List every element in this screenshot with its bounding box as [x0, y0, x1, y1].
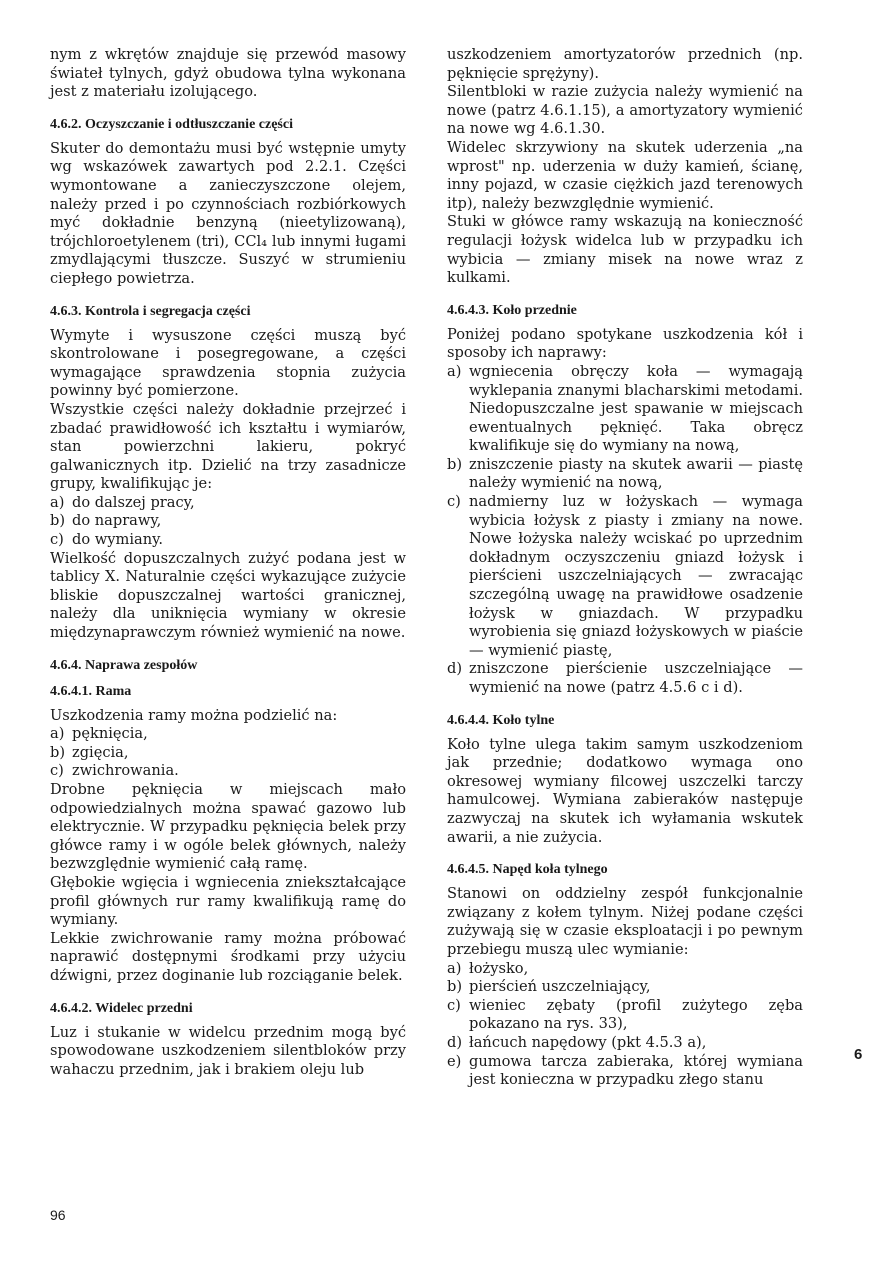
list-item: b) zgięcia,	[50, 743, 129, 761]
list-4-6-3	[50, 494, 406, 550]
list-item: b) pierścień uszczelniający,	[447, 978, 651, 996]
heading-4-6-3: 4.6.3. Kontrola i segregacja części	[50, 303, 251, 319]
paragraph-stuki: Stuki w główce ramy wskazują na konieczność regulacji łożysk widelca lub w przypadku ich wybicia — zmiany misek na nowe wraz z kulkami.	[447, 213, 803, 287]
heading-4-6-4-3: 4.6.4.3. Koło przednie	[447, 302, 577, 318]
paragraph-4-6-3-b: Wszystkie części należy dokładnie przejrzeć i zbadać prawidłowość ich kształtu i wymiarów, stan powierzchni lakieru, pokryć galwanicznych itp. Dzielić na trzy zasadnicze grupy, kwalifikując je:	[50, 400, 406, 493]
page-number: 96	[50, 1207, 66, 1223]
list-item: e) gumowa tarcza zabieraka, której wymiana jest konieczna w przypadku złego stanu	[447, 1052, 803, 1089]
paragraph-4-6-4-4: Koło tylne ulega takim samym uszkodzeniom jak przednie; dodatkowo wymaga ono okresowej wymiany filcowej uszczelki tarczy hamulcowej. Wymiana zabieraków następuje zazwyczaj na skutek ich wyłamania wskutek awarii, a nie zużycia.	[447, 735, 803, 846]
paragraph-silentbloki: Silentbloki w razie zużycia należy wymienić na nowe (patrz 4.6.1.15), a amortyzatory wymienić na nowe wg 4.6.1.30.	[447, 83, 803, 138]
paragraph-4-6-4-1-b: Drobne pęknięcia w miejscach mało odpowiedzialnych można spawać gazowo lub elektrycznie. W przypadku pęknięcia belek przy główce ramy i w ogóle belek głównych, należy bezwzględnie wymienić całą ramę.	[50, 781, 406, 873]
paragraph-4-6-4-1-d: Lekkie zwichrowanie ramy można próbować naprawić dostępnymi środkami przy użyciu dźwigni, przez doginanie lub rozciąganie belek.	[50, 929, 406, 984]
paragraph-4-6-3-a: Wymyte i wysuszone części muszą być skontrolowane i posegregowane, a części wymagające sprawdzenia stopnia zużycia powinny być pomierzone.	[50, 326, 406, 400]
paragraph-4-6-4-1-c: Głębokie wgięcia i wgniecenia zniekształcające profil głównych rur ramy kwalifikują ramę do wymiany.	[50, 873, 406, 929]
list-item: a) do dalszej pracy,	[50, 493, 195, 511]
paragraph-4-6-4-2: Luz i stukanie w widelcu przednim mogą być spowodowane uszkodzeniem silentbloków przy wahaczu przednim, jak i brakiem oleju lub	[50, 1023, 406, 1078]
list-item: c) nadmierny luz w łożyskach — wymaga wybicia łożysk z piasty i zmiany na nowe. Nowe łożyska należy wciskać po uprzednim dokładnym oczyszczeniu gniazd łożysk i pierścieni uszczelniających — zwracając szczególną uwagę na prawidłowe osadzenie łożysk w gniazdach. W przypadku wyrobienia się gniazd łożyskowych w piaście — wymienić piastę,	[447, 493, 803, 659]
chapter-marker: 6	[854, 1046, 863, 1063]
list-4-6-4-1	[50, 725, 406, 781]
list-item: b) zniszczenie piasty na skutek awarii — piastę należy wymienić na nową,	[447, 455, 803, 492]
list-item: c) zwichrowania.	[50, 762, 179, 780]
list-4-6-4-5	[447, 960, 803, 1090]
heading-4-6-4-1: 4.6.4.1. Rama	[50, 683, 132, 699]
list-item: d) zniszczone pierścienie uszczelniające — wymienić na nowe (patrz 4.5.6 c i d).	[447, 660, 803, 696]
heading-4-6-2: 4.6.2. Oczyszczanie i odtłuszczanie części	[50, 116, 293, 132]
paragraph-intro: nym z wkrętów znajduje się przewód masowy świateł tylnych, gdyż obudowa tylna wykonana jest z materiału izolującego.	[50, 46, 406, 101]
list-item: a) wgniecenia obręczy koła — wymagają wyklepania znanymi blacharskimi metodami. Niedopuszczalne jest spawanie w miejscach ewentualnych pęknięć. Taka obręcz kwalifikuje się do wymiany na nową,	[447, 362, 803, 455]
heading-4-6-4-5: 4.6.4.5. Napęd koła tylnego	[447, 862, 608, 878]
paragraph-4-6-4-1-a: Uszkodzenia ramy można podzielić na:	[50, 706, 338, 724]
heading-4-6-4-2: 4.6.4.2. Widelec przedni	[50, 1000, 193, 1016]
paragraph-4-6-4-5: Stanowi on oddzielny zespół funkcjonalnie związany z kołem tylnym. Niżej podane części zużywają się w czasie eksploatacji i po pewnym przebiegu muszą ulec wymianie:	[447, 885, 803, 958]
paragraph-4-6-4-3: Poniżej podano spotykane uszkodzenia kół i sposoby ich naprawy:	[447, 325, 803, 362]
right-column	[447, 46, 803, 1090]
list-item: b) do naprawy,	[50, 512, 162, 530]
list-item: a) łożysko,	[447, 959, 529, 977]
list-4-6-4-3	[447, 363, 803, 698]
list-item: a) pęknięcia,	[50, 725, 148, 743]
heading-4-6-4-4: 4.6.4.4. Koło tylne	[447, 712, 555, 728]
left-column	[50, 46, 406, 1079]
paragraph-widelec: Widelec skrzywiony na skutek uderzenia „na wprost" np. uderzenia w duży kamień, ścianę, inny pojazd, w czasie ciężkich jazd terenowych itp), należy bezwzględnie wymienić.	[447, 138, 803, 212]
paragraph-4-6-3-c: Wielkość dopuszczalnych zużyć podana jest w tablicy X. Naturalnie części wykazujące zużycie bliskie dopuszczalnej wartości granicznej, należy dla uniknięcia wymiany w okresie międzynaprawczym również wymienić na nowe.	[50, 549, 406, 642]
paragraph-continuation: uszkodzeniem amortyzatorów przednich (np. pęknięcie sprężyny).	[447, 46, 803, 82]
paragraph-4-6-2: Skuter do demontażu musi być wstępnie umyty wg wskazówek zawartych pod 2.2.1. Części wymontowane a zanieczyszczone olejem, należy przed i po czynnościach rozbiórkowych myć dokładnie benzyną (nieetylizowaną), trójchloroetylenem (tri), CCl₄ lub innymi ługami zmydlającymi tłuszcze. Suszyć w strumieniu ciepłego powietrza.	[50, 139, 406, 287]
list-item: d) łańcuch napędowy (pkt 4.5.3 a),	[447, 1033, 707, 1051]
heading-4-6-4: 4.6.4. Naprawa zespołów	[50, 657, 198, 673]
list-item: c) wieniec zębaty (profil zużytego zęba pokazano na rys. 33),	[447, 996, 803, 1033]
list-item: c) do wymiany.	[50, 531, 164, 549]
